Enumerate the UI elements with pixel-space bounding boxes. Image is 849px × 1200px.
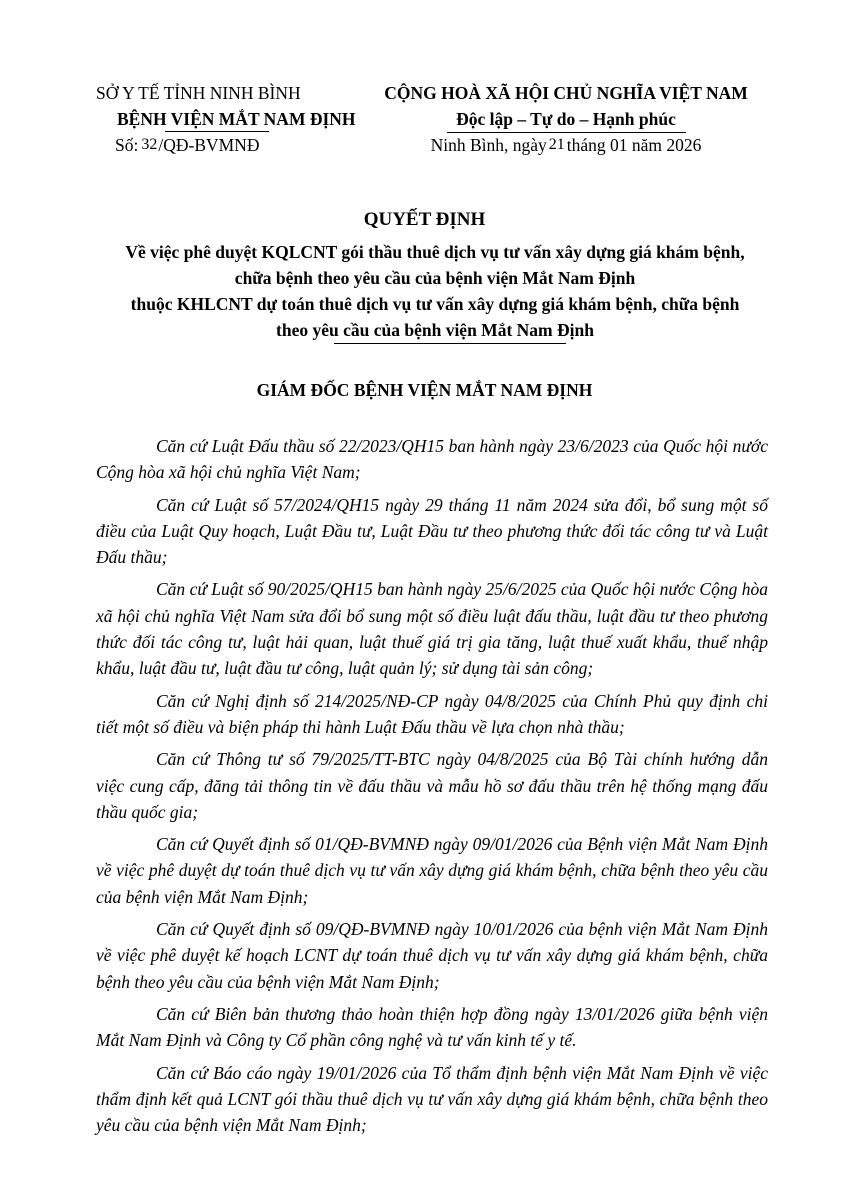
- legal-basis-paragraph: Căn cứ Biên bản thương thảo hoàn thiện hợp đồng ngày 13/01/2026 giữa bệnh viện Mắt Nam Định và Công ty Cổ phần công nghệ và tư vấn kinh tế y tế.: [96, 1003, 768, 1051]
- subject-line: thuộc KHLCNT dự toán thuê dịch vụ tư vấn xây dựng giá khám bệnh, chữa bệnh: [130, 294, 740, 314]
- document-title: QUYẾT ĐỊNH: [363, 209, 486, 230]
- date-suffix: tháng 01 năm 2026: [566, 135, 702, 155]
- agency-name: BỆNH VIỆN MẮT NAM ĐỊNH: [117, 109, 356, 129]
- document-number-line: [96, 132, 376, 158]
- country-name: CỘNG HOÀ XÃ HỘI CHỦ NGHĨA VIỆT NAM: [384, 83, 748, 103]
- legal-basis-paragraph: Căn cứ Quyết định số 01/QĐ-BVMNĐ ngày 09/01/2026 của Bệnh viện Mắt Nam Định về việc phê duyệt dự toán thuê dịch vụ tư vấn xây dựng giá khám bệnh, chữa bệnh theo yêu cầu của bệnh viện Mắt Nam Định;: [96, 834, 768, 907]
- legal-basis-paragraph: Căn cứ Luật số 90/2025/QH15 ban hành ngày 25/6/2025 của Quốc hội nước Cộng hòa xã hội chủ nghĩa Việt Nam sửa đổi bổ sung một số điều luật đấu thầu, luật đầu tư theo phương thức đối tác công tư, luật hải quan, luật thuế giá trị gia tăng, luật thuế xuất khẩu, thuế nhập khẩu, luật đầu tư, luật đầu tư công, luật quản lý; sử dụng tài sản công;: [96, 579, 768, 679]
- agency-underline: [165, 131, 269, 132]
- legal-basis-paragraph: Căn cứ Quyết định số 09/QĐ-BVMNĐ ngày 10/01/2026 của bệnh viện Mắt Nam Định về việc phê duyệt kế hoạch LCNT dự toán thuê dịch vụ tư vấn xây dựng giá khám bệnh, chữa bệnh theo yêu cầu của bệnh viện Mắt Nam Định;: [96, 919, 768, 992]
- number-prefix: Số:: [115, 135, 139, 155]
- legal-basis-paragraph: Căn cứ Luật số 57/2024/QH15 ngày 29 tháng 11 năm 2024 sửa đổi, bổ sung một số điều của Luật Quy hoạch, Luật Đầu tư, Luật Đầu tư theo phương thức đối tác công tư và Luật Đấu thầu;: [96, 494, 768, 568]
- subject-line: chữa bệnh theo yêu cầu của bệnh viện Mắt Nam Định: [234, 268, 636, 288]
- legal-basis-paragraph: Căn cứ Luật Đấu thầu số 22/2023/QH15 ban hành ngày 23/6/2023 của Quốc hội nước Cộng hòa xã hội chủ nghĩa Việt Nam;: [96, 436, 768, 483]
- legal-bases: [96, 433, 768, 1144]
- national-motto: Độc lập – Tự do – Hạnh phúc: [456, 109, 676, 129]
- date-day: 21: [548, 136, 565, 153]
- number-suffix: /QĐ-BVMNĐ: [158, 135, 260, 155]
- parent-agency: SỞ Y TẾ TỈNH NINH BÌNH: [96, 83, 301, 103]
- subject-line: theo yêu cầu của bệnh viện Mắt Nam Định: [276, 320, 594, 340]
- date-prefix: Ninh Bình, ngày: [430, 135, 547, 155]
- issuer-title: GIÁM ĐỐC BỆNH VIỆN MẮT NAM ĐỊNH: [256, 380, 593, 400]
- subject-underline: [334, 343, 566, 344]
- document-number: 32: [141, 136, 158, 153]
- issuing-agency-block: [96, 80, 376, 158]
- legal-basis-paragraph: Căn cứ Nghị định số 214/2025/NĐ-CP ngày 04/8/2025 của Chính Phủ quy định chi tiết một số điều và biện pháp thi hành Luật Đấu thầu về lựa chọn nhà thầu;: [96, 690, 768, 737]
- subject-line: Về việc phê duyệt KQLCNT gói thầu thuê dịch vụ tư vấn xây dựng giá khám bệnh,: [125, 242, 745, 262]
- issue-date: [366, 132, 766, 158]
- motto-underline: [447, 132, 686, 133]
- document-subject: [70, 239, 800, 343]
- legal-basis-paragraph: Căn cứ Báo cáo ngày 19/01/2026 của Tổ thẩm định bệnh viện Mắt Nam Định về việc thẩm định kết quả LCNT gói thầu thuê dịch vụ tư vấn xây dựng giá khám bệnh, chữa bệnh theo yêu cầu của bệnh viện Mắt Nam Định;: [96, 1062, 768, 1136]
- legal-basis-paragraph: Căn cứ Thông tư số 79/2025/TT-BTC ngày 04/8/2025 của Bộ Tài chính hướng dẫn việc cung cấp, đăng tải thông tin về đấu thầu và mẫu hồ sơ đấu thầu trên hệ thống mạng đấu thầu quốc gia;: [96, 749, 768, 822]
- national-header-block: [366, 80, 766, 158]
